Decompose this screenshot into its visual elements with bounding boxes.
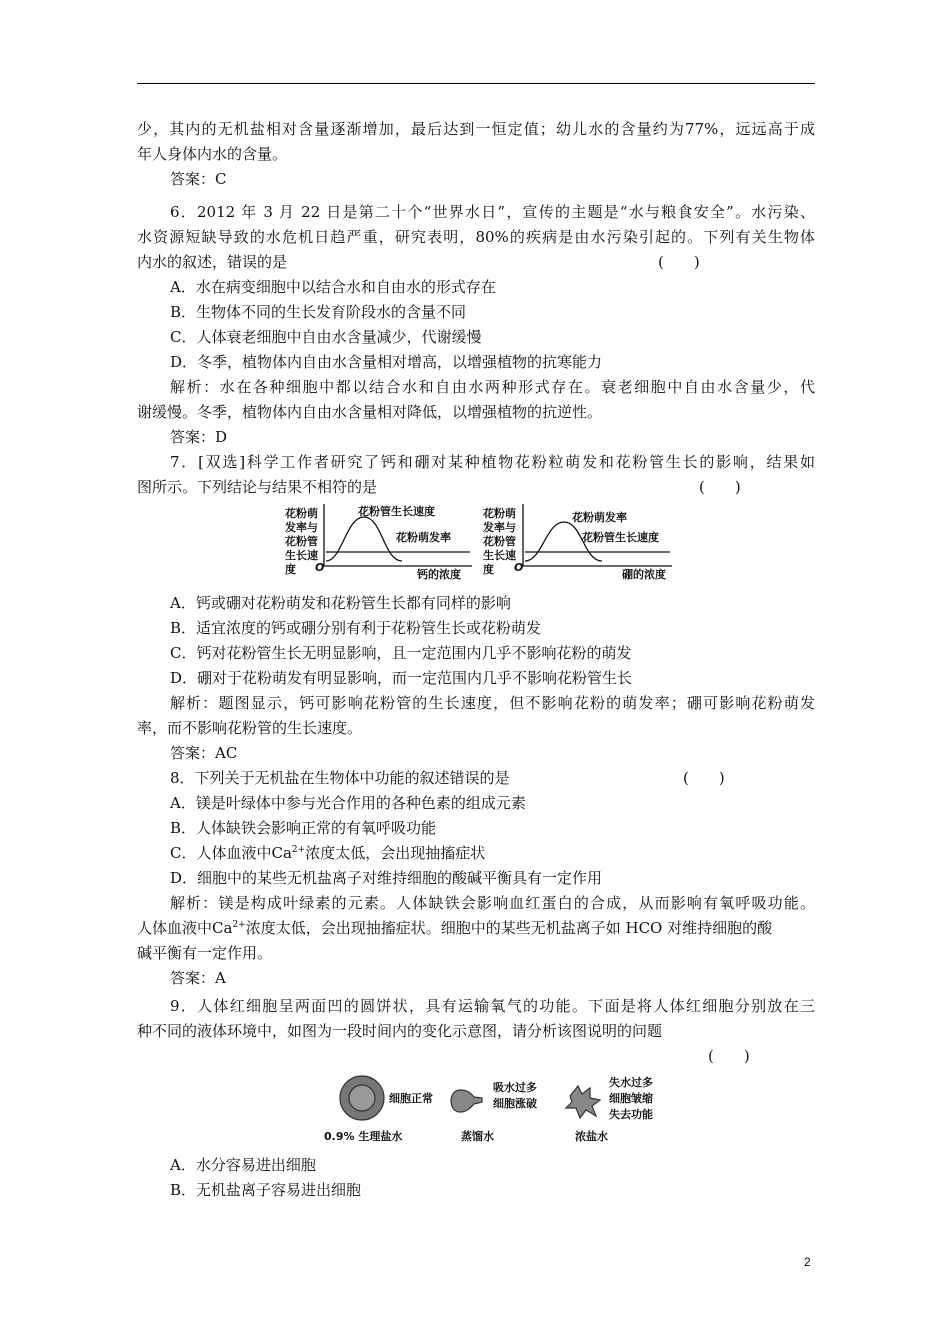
shrunken-cell-icon	[566, 1086, 600, 1118]
option-a: A．镁是叶绿体中参与光合作用的各种色素的组成元素	[170, 794, 526, 812]
y-axis-label: 花粉萌	[483, 507, 516, 520]
shrink-label: 细胞皱缩	[609, 1092, 653, 1105]
option-c: C．人体衰老细胞中自由水含量减少，代谢缓慢	[170, 328, 482, 346]
swell-caption: 蒸馏水	[461, 1130, 494, 1143]
analysis-line: 解析：题图显示，钙可影响花粉管的生长速度，但不影响花粉的萌发率；硼可影响花粉萌发	[170, 694, 815, 712]
text-line: 年人身体内水的含量。	[137, 145, 288, 163]
origin-label: O	[315, 561, 325, 574]
y-axis-label: 生长速	[483, 549, 516, 562]
y-axis-label: 花粉萌	[285, 507, 318, 520]
y-axis-label: 花粉管	[285, 535, 318, 548]
text-line: 少，其内的无机盐相对含量逐渐增加，最后达到一恒定值；幼儿水的含量约为77%，远远高于成	[137, 120, 815, 138]
y-axis-label: 花粉管	[483, 535, 516, 548]
flat-label: 花粉管生长速度	[582, 531, 659, 544]
page-number: 2	[804, 1255, 811, 1269]
swell-label: 细胞涨破	[493, 1097, 537, 1110]
text-line: 种不同的液体环境中，如图为一段时间内的变化示意图，请分析该图说明的问题	[137, 1022, 663, 1040]
option-d: D．细胞中的某些无机盐离子对维持细胞的酸碱平衡具有一定作用	[170, 869, 603, 887]
swollen-cell	[451, 1080, 537, 1143]
y-axis-label: 度	[285, 563, 296, 576]
swollen-cell-icon	[451, 1090, 482, 1112]
text-line: 水资源短缺导致的水危机日趋严重，研究表明，80%的疾病是由水污染引起的。下列有关生物体	[137, 228, 815, 246]
answer-line: 答案：D	[170, 428, 228, 446]
option-d: D．硼对于花粉萌发有明显影响，而一定范围内几乎不影响花粉管生长	[170, 669, 633, 687]
calcium-graph	[284, 504, 472, 581]
shrink-label: 失水过多	[609, 1076, 653, 1089]
answer-blank: ( )	[699, 478, 741, 496]
x-axis-label: 钙的浓度	[417, 568, 461, 581]
text-line: 图所示。下列结论与结果不相符的是	[137, 478, 378, 496]
text-line: 内水的叙述，错误的是	[137, 253, 288, 271]
x-axis-label: 硼的浓度	[622, 568, 666, 581]
y-axis-label: 发率与	[285, 521, 318, 534]
option-b: B．无机盐离子容易进出细胞	[170, 1181, 362, 1199]
boron-graph	[482, 504, 672, 581]
text-line: 人体血液中$Ca^{2+}$浓度太低，会出现抽搐症状。细胞中的某些无机盐离子如 HCO 对维持细胞的酸	[137, 919, 773, 937]
normal-cell	[324, 1076, 433, 1143]
answer-line: 答案：A	[170, 969, 226, 987]
swell-label: 吸水过多	[493, 1081, 537, 1094]
shrink-label: 失去功能	[609, 1108, 653, 1121]
option-a: A．水分容易进出细胞	[170, 1156, 316, 1174]
option-a: A．钙或硼对花粉萌发和花粉管生长都有同样的影响	[170, 594, 511, 612]
question-9: 9．人体红细胞呈两面凹的圆饼状，具有运输氧气的功能。下面是将人体红细胞分别放在三	[170, 997, 815, 1015]
question-7: 7．[双选]科学工作者研究了钙和硼对某种植物花粉粒萌发和花粉管生长的影响，结果如	[170, 453, 815, 471]
text-line: 率，而不影响花粉管的生长速度。	[137, 719, 363, 737]
pollen-figure	[280, 500, 680, 586]
header-rule	[137, 83, 815, 84]
normal-caption: 0.9% 生理盐水	[324, 1130, 403, 1143]
option-b: B．生物体不同的生长发育阶段水的含量不同	[170, 303, 467, 321]
question-6: 6．2012 年 3 月 22 日是第二十个“世界水日”，宣传的主题是“水与粮食安全”。水污染、	[170, 203, 815, 221]
text-line: 碱平衡有一定作用。	[137, 944, 273, 962]
option-a: A．水在病变细胞中以结合水和自由水的形式存在	[170, 278, 496, 296]
curve-label: 花粉萌发率	[572, 511, 627, 524]
option-c: C．钙对花粉管生长无明显影响，且一定范围内几乎不影响花粉的萌发	[170, 644, 632, 662]
answer-line: 答案：AC	[170, 744, 238, 762]
option-d: D．冬季，植物体内自由水含量相对增高，以增强植物的抗寒能力	[170, 353, 603, 371]
answer-blank: ( )	[708, 1047, 750, 1065]
answer-line: 答案：C	[170, 170, 227, 188]
shrunken-cell	[566, 1075, 653, 1143]
y-axis-label: 生长速	[285, 549, 318, 562]
y-axis-label: 发率与	[483, 521, 516, 534]
answer-blank: ( )	[658, 253, 700, 271]
option-b: B．人体缺铁会影响正常的有氧呼吸功能	[170, 819, 437, 837]
normal-label: 细胞正常	[389, 1092, 433, 1105]
curve-label: 花粉管生长速度	[358, 505, 435, 518]
y-axis-label: 度	[483, 563, 494, 576]
option-c: C．人体血液中$Ca^{2+}$浓度太低，会出现抽搐症状	[170, 844, 486, 862]
red-cell-figure	[320, 1072, 700, 1150]
analysis-line: 解析：镁是构成叶绿素的元素。人体缺铁会影响血红蛋白的合成，从而影响有氧呼吸功能。	[170, 894, 815, 912]
growth-curve	[326, 517, 402, 561]
text-line: 谢缓慢。冬季，植物体内自由水含量相对降低，以增强植物的抗逆性。	[137, 403, 603, 421]
shrink-caption: 浓盐水	[575, 1130, 608, 1143]
answer-blank: ( )	[683, 769, 725, 787]
flat-label: 花粉萌发率	[396, 531, 451, 544]
origin-label: O	[514, 561, 524, 574]
question-8: 8．下列关于无机盐在生物体中功能的叙述错误的是	[170, 769, 510, 787]
analysis-line: 解析：水在各种细胞中都以结合水和自由水两种形式存在。衰老细胞中自由水含量少，代	[170, 378, 815, 396]
option-b: B．适宜浓度的钙或硼分别有利于花粉管生长或花粉萌发	[170, 619, 542, 637]
